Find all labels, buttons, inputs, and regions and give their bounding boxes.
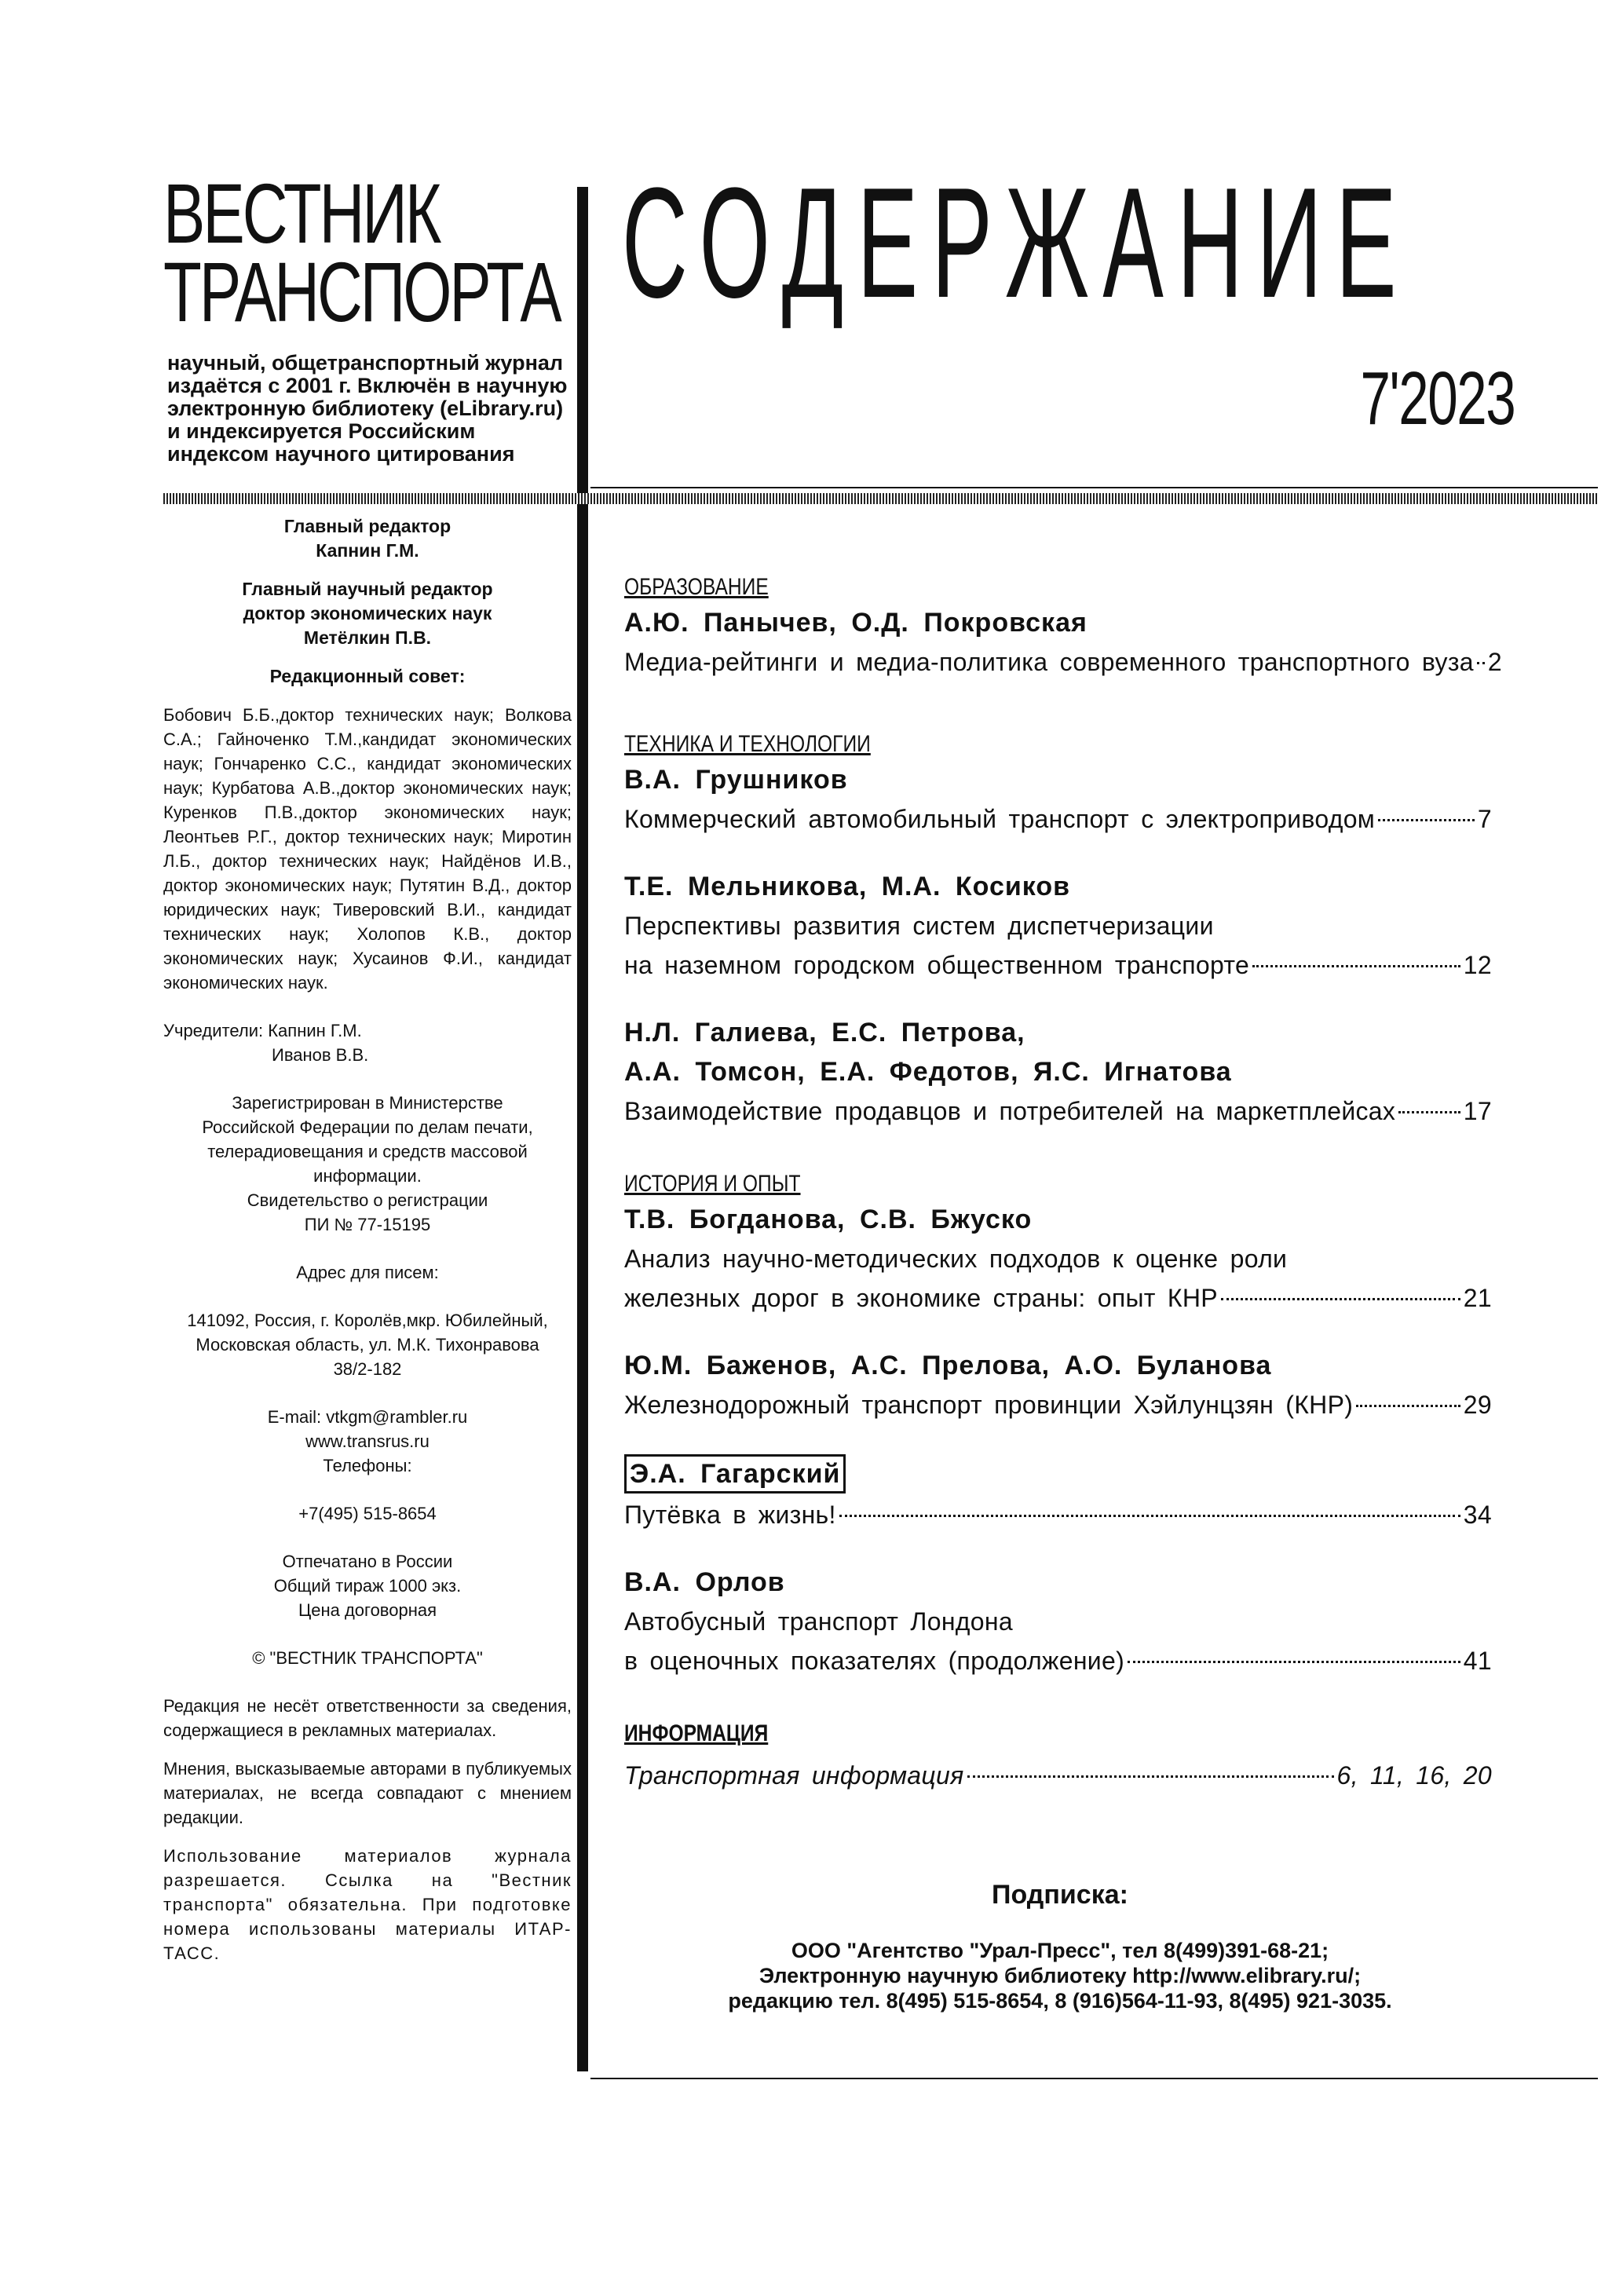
- print-line: Цена договорная: [298, 1600, 437, 1620]
- section-heading: ОБРАЗОВАНИЕ: [624, 574, 769, 600]
- address-block: [163, 1308, 572, 1381]
- page-number: 2: [1487, 648, 1503, 676]
- subscription-block: [597, 1875, 1523, 2013]
- toc-entry[interactable]: [624, 603, 1503, 682]
- entry-title-line: [624, 799, 1492, 839]
- contents-title: СОДЕРЖАНИЕ: [622, 155, 1410, 331]
- entry-authors: В.А. Орлов: [624, 1567, 785, 1597]
- subscription-title: Подписка:: [992, 1880, 1128, 1910]
- registration-line: информации.: [313, 1166, 422, 1186]
- entry-title-line: [624, 1495, 1492, 1534]
- print-line: Общий тираж 1000 экз.: [273, 1576, 462, 1596]
- disclaimer-opinions: Мнения, высказываемые авторами в публикуемых материалах, не всегда совпадают с мнением редакции.: [163, 1759, 572, 1827]
- entry-authors: А.А. Томсон, Е.А. Федотов, Я.С. Игнатова: [624, 1057, 1232, 1087]
- registration-block: [163, 1091, 572, 1237]
- page-number: 17: [1463, 1097, 1492, 1125]
- disclaimer-usage: Использование материалов журнала разрешается. Ссылка на "Вестник транспорта" обязательна. При подготовке номера использованы материалы ИТАР-ТАСС.: [163, 1846, 572, 1963]
- toc-entry[interactable]: [624, 867, 1492, 985]
- vertical-divider: [577, 187, 588, 2071]
- entry-title-line: [624, 945, 1492, 985]
- table-of-contents: [624, 572, 1503, 1795]
- entry-title: Железнодорожный транспорт провинции Хэйлунцзян (КНР): [624, 1391, 1354, 1419]
- page-number: 21: [1463, 1284, 1492, 1312]
- address-line: 141092, Россия, г. Королёв,мкр. Юбилейный,: [187, 1311, 548, 1330]
- leader-dots: [1128, 1661, 1460, 1663]
- chief-editor-label: Главный редактор: [283, 516, 451, 536]
- page-number: 29: [1463, 1391, 1492, 1419]
- page-number: 12: [1463, 951, 1492, 979]
- board-members: Бобович Б.Б.,доктор технических наук; Волкова С.А.; Гайноченко Т.М.,кандидат экономических наук; Гончаренко С.С., кандидат экономических наук; Курбатова А.В.,доктор экономических наук; Куренков П.В.,доктор экономических наук; Леонтьев Р.Г., доктор технических наук; Миротин Л.Б., доктор технических наук; Найдёнов И.В., доктор экономических наук; Путятин В.Д., доктор юридических наук; Тиверовский В.И., кандидат технических наук; Холопов К.В., доктор экономических наук; Хусаинов Ф.И., кандидат экономических наук.: [163, 705, 572, 993]
- print-info: [163, 1549, 572, 1622]
- hatched-rule: [163, 493, 1598, 504]
- science-editor-name: Метёлкин П.В.: [303, 627, 432, 648]
- leader-dots: [1398, 1111, 1460, 1113]
- issue-number: 7'2023: [1360, 356, 1515, 441]
- leader-dots: [839, 1515, 1460, 1517]
- section-heading: ИСТОРИЯ И ОПЫТ: [624, 1171, 801, 1197]
- entry-title: Коммерческий автомобильный транспорт с электроприводом: [624, 805, 1376, 833]
- copyright: © "ВЕСТНИК ТРАНСПОРТА": [252, 1648, 483, 1668]
- registration-line: Свидетельство о регистрации: [247, 1190, 488, 1210]
- entry-title: на наземном городском общественном транспорте: [624, 951, 1250, 979]
- entry-authors: Ю.М. Баженов, А.С. Прелова, А.О. Буланова: [624, 1351, 1272, 1380]
- section-heading: ТЕХНИКА И ТЕХНОЛОГИИ: [624, 731, 871, 757]
- entry-title-line: [624, 1641, 1492, 1680]
- entry-title: в оценочных показателях (продолжение): [624, 1647, 1125, 1675]
- leader-dots: [1378, 819, 1475, 821]
- entry-title-line: [624, 1278, 1492, 1318]
- journal-title: [163, 166, 560, 339]
- website[interactable]: www.transrus.ru: [305, 1431, 430, 1451]
- toc-entry[interactable]: [624, 1453, 1492, 1534]
- journal-title-line2: ТРАНСПОРТА: [163, 244, 560, 339]
- address-line: Московская область, ул. М.К. Тихонравова: [196, 1335, 539, 1355]
- registration-line: ПИ № 77-15195: [304, 1215, 431, 1234]
- page-number: 6, 11, 16, 20: [1336, 1761, 1492, 1790]
- toc-entry[interactable]: [624, 1563, 1492, 1680]
- page-number: 41: [1463, 1647, 1492, 1675]
- footer-rule: [590, 2078, 1598, 2079]
- entry-authors: Т.Е. Мельникова, М.А. Косиков: [624, 872, 1071, 901]
- journal-tagline: научный, общетранспортный журнал издаётся с 2001 г. Включён в научную электронную библиотеку (eLibrary.ru) и индексируется Российским индексом научного цитирования: [167, 351, 568, 466]
- toc-entry[interactable]: [624, 760, 1492, 839]
- entry-authors: Т.В. Богданова, С.В. Бжуско: [624, 1205, 1033, 1234]
- page-number: 34: [1463, 1501, 1492, 1529]
- toc-entry[interactable]: [624, 1756, 1492, 1795]
- registration-line: Зарегистрирован в Министерстве: [232, 1093, 503, 1113]
- entry-title: Медиа-рейтинги и медиа-политика современного транспортного вуза: [624, 648, 1474, 676]
- entry-title-line: Анализ научно-методических подходов к оценке роли: [624, 1245, 1288, 1273]
- board-label: Редакционный совет:: [269, 666, 466, 686]
- disclaimer-ads: Редакция не несёт ответственности за сведения, содержащиеся в рекламных материалах.: [163, 1696, 572, 1740]
- leader-dots: [1477, 662, 1485, 664]
- leader-dots: [1252, 965, 1460, 967]
- entry-title: железных дорог в экономике страны: опыт КНР: [624, 1284, 1218, 1312]
- phone-number: +7(495) 515-8654: [298, 1504, 437, 1523]
- founders-second: Иванов В.В.: [272, 1045, 369, 1065]
- entry-title-line: [624, 1091, 1492, 1131]
- registration-line: Российской Федерации по делам печати,: [202, 1117, 533, 1137]
- toc-entry[interactable]: [624, 1346, 1492, 1424]
- leader-dots: [1356, 1405, 1460, 1407]
- entry-title: Взаимодействие продавцов и потребителей на маркетплейсах: [624, 1097, 1396, 1125]
- journal-title-line1: ВЕСТНИК: [163, 166, 440, 261]
- founders-label: Учредители: Капнин Г.М.: [163, 1021, 362, 1040]
- address-label: Адрес для писем:: [296, 1263, 439, 1282]
- entry-title-line: [624, 1756, 1492, 1795]
- leader-dots: [1221, 1298, 1460, 1300]
- entry-title: Путёвка в жизнь!: [624, 1501, 836, 1529]
- entry-authors: В.А. Грушников: [624, 765, 848, 795]
- imprint-column: [163, 514, 572, 1965]
- toc-entry[interactable]: [624, 1200, 1492, 1318]
- leader-dots: [967, 1775, 1334, 1778]
- entry-authors: Э.А. Гагарский: [624, 1454, 846, 1493]
- entry-title-line: Перспективы развития систем диспетчеризации: [624, 912, 1214, 940]
- phones-label: Телефоны:: [323, 1456, 412, 1475]
- address-line: 38/2-182: [333, 1359, 402, 1379]
- toc-entry[interactable]: [624, 1013, 1492, 1131]
- page-number: 7: [1477, 805, 1492, 833]
- entry-authors: А.Ю. Панычев, О.Д. Покровская: [624, 608, 1087, 638]
- science-editor-label-1: Главный научный редактор: [242, 579, 493, 599]
- entry-authors: Н.Л. Галиева, Е.С. Петрова,: [624, 1018, 1025, 1047]
- header-rule: [590, 487, 1598, 488]
- subscription-line[interactable]: Электронную научную библиотеку http://www.elibrary.ru/;: [758, 1964, 1362, 1987]
- chief-editor-name: Капнин Г.М.: [316, 540, 419, 561]
- email[interactable]: E-mail: vtkgm@rambler.ru: [267, 1407, 468, 1427]
- contacts-block: [163, 1405, 572, 1478]
- subscription-line: ООО "Агентство "Урал-Пресс", тел 8(499)391-68-21;: [791, 1939, 1329, 1962]
- entry-title-line: [624, 1385, 1492, 1424]
- science-editor-label-2: доктор экономических наук: [243, 603, 492, 623]
- print-line: Отпечатано в России: [282, 1552, 453, 1571]
- entry-title-line: [624, 642, 1503, 682]
- entry-title-line: Автобусный транспорт Лондона: [624, 1607, 1013, 1636]
- entry-title: Транспортная информация: [624, 1761, 964, 1790]
- subscription-line: редакцию тел. 8(495) 515-8654, 8 (916)564-11-93, 8(495) 921-3035.: [728, 1989, 1392, 2013]
- section-heading: ИНФОРМАЦИЯ: [624, 1720, 769, 1746]
- registration-line: телерадиовещания и средств массовой: [207, 1142, 528, 1161]
